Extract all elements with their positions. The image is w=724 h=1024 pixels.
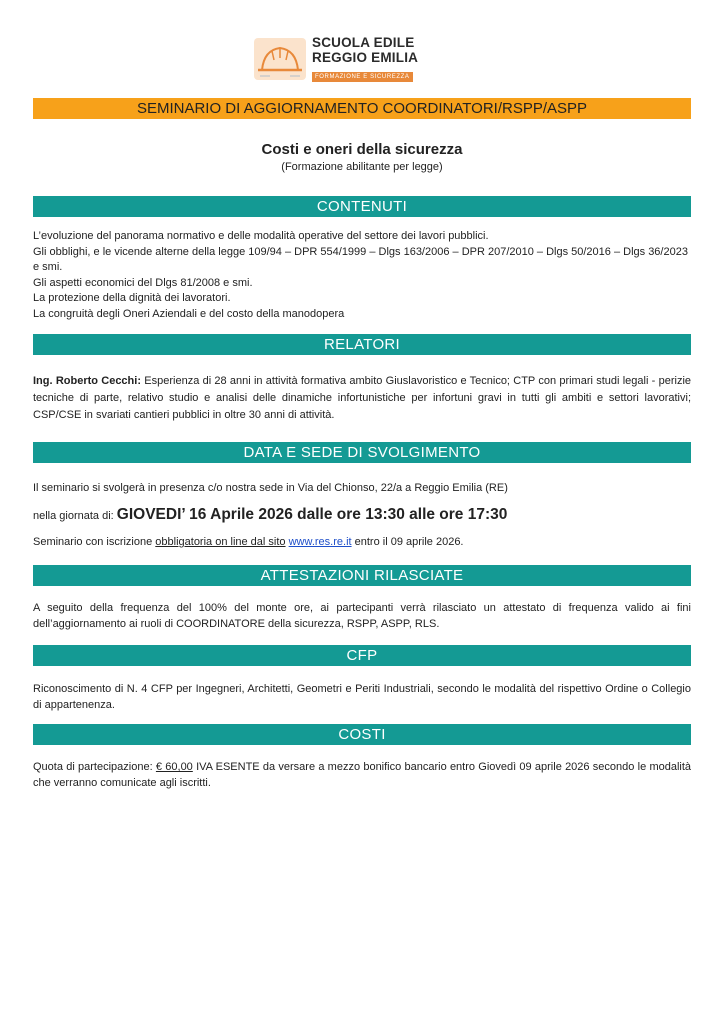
cfp-text: Riconoscimento di N. 4 CFP per Ingegneri, Architetti, Geometri e Periti Industriali, secondo le modalità del rispettivo Ordine o Collegio di appartenenza. (33, 683, 691, 711)
page-subtitle: (Formazione abilitante per legge) (281, 161, 443, 173)
contenuti-line: L’evoluzione del panorama normativo e delle modalità operative del settore dei lavori pubblici. (33, 230, 489, 242)
relatori-paragraph (33, 373, 691, 424)
data-sede-heading: DATA E SEDE DI SVOLGIMENTO (33, 442, 691, 463)
registration-deadline: entro il 09 aprile 2026. (354, 536, 464, 548)
contenuti-line: Gli obblighi, e le vicende alterne della legge 109/94 – DPR 554/1999 – Dlgs 163/2006 – DPR 207/2010 – Dlgs 50/2016 – Dlgs 36/2023 e smi. (33, 245, 688, 273)
speaker-name: Ing. Roberto Cecchi: (33, 375, 141, 387)
relatori-heading: RELATORI (33, 334, 691, 355)
costi-amount: € 60,00 (155, 761, 193, 773)
attestazioni-text: A seguito della frequenza del 100% del monte ore, ai partecipanti verrà rilasciato un attestato di frequenza valido ai fini dell’aggiornamento ai ruoli di COORDINATORE della sicurezza, RSPP, ASPP, RLS. (33, 602, 691, 630)
costi-text: IVA ESENTE da versare a mezzo bonifico bancario entro Giovedì 09 aprile 2026 secondo le modalità che verranno comunicate agli iscritti. (33, 761, 692, 789)
page-title: Costi e oneri della sicurezza (261, 141, 463, 158)
date-line (33, 504, 691, 527)
logo-line-2: REGGIO EMILIA (312, 50, 419, 65)
attestazioni-heading: ATTESTAZIONI RILASCIATE (33, 565, 691, 586)
logo-tagline: FORMAZIONE E SICUREZZA (312, 72, 413, 82)
contenuti-line: La congruità degli Oneri Aziendali e del costo della manodopera (33, 307, 345, 320)
logo-line-1: SCUOLA EDILE (312, 35, 415, 50)
seminar-banner: SEMINARIO DI AGGIORNAMENTO COORDINATORI/RSPP/ASPP (33, 98, 691, 119)
helmet-logo-icon (252, 36, 308, 82)
costi-paragraph (33, 759, 691, 791)
costi-heading: COSTI (33, 724, 691, 745)
registration-mandatory: obbligatoria on line dal sito (155, 536, 286, 548)
event-date: GIOVEDI’ 16 Aprile 2026 dalle ore 13:30 alle ore 17:30 (116, 506, 508, 523)
registration-line (33, 535, 691, 551)
costi-prefix: Quota di partecipazione: (33, 761, 153, 773)
school-logo (252, 36, 422, 82)
registration-link[interactable]: www.res.re.it (288, 536, 352, 548)
contenuti-list (33, 229, 691, 322)
speaker-bio: Esperienza di 28 anni in attività formativa ambito Giuslavoristico e Tecnico; CTP con primari studi legali - perizie tecniche di parte, relativo studio e analisi delle dinamiche infortunistiche per infortuni gravi in tutti gli ambiti e settori lavorativi; CSP/CSE in svariati cantieri pubblici in oltre 30 anni di attività. (33, 375, 692, 421)
cfp-heading: CFP (33, 645, 691, 666)
contenuti-line: La protezione della dignità dei lavoratori. (33, 292, 231, 304)
date-prefix: nella giornata di: (33, 510, 114, 522)
location-text: Il seminario si svolgerà in presenza c/o nostra sede in Via del Chionso, 22/a a Reggio Emilia (RE) (33, 482, 508, 494)
contenuti-line: Gli aspetti economici del Dlgs 81/2008 e smi. (33, 276, 253, 289)
contenuti-heading: CONTENUTI (33, 196, 691, 217)
registration-prefix: Seminario con iscrizione (33, 536, 153, 548)
